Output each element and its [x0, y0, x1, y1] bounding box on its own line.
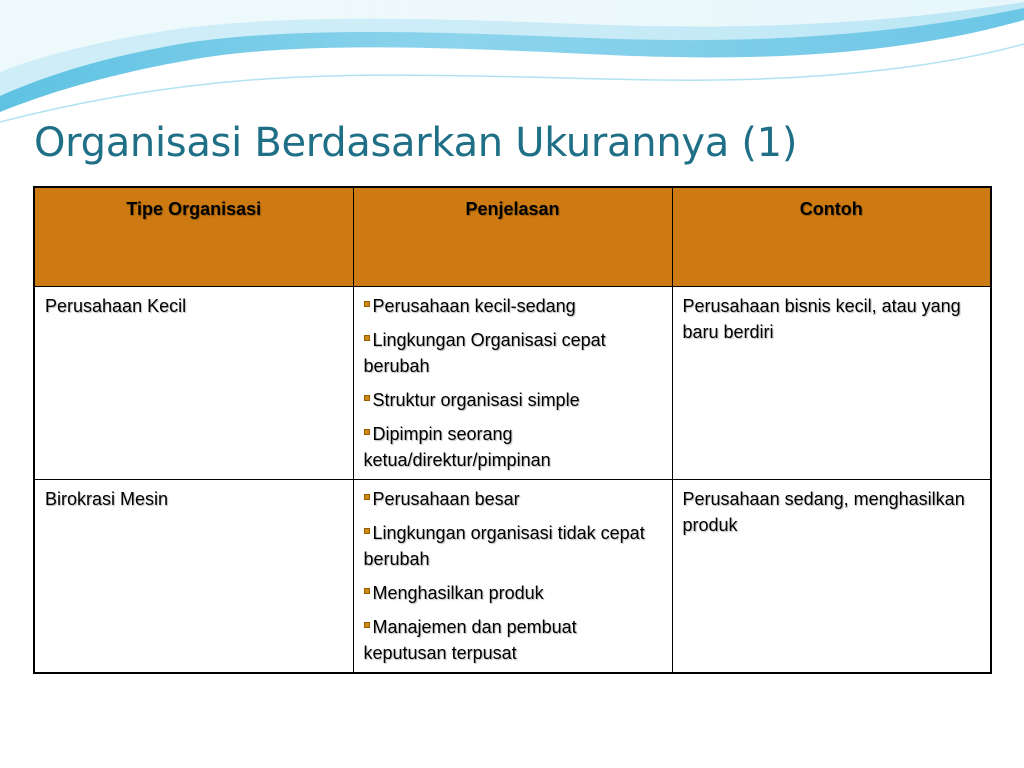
header-contoh: Contoh: [672, 187, 991, 287]
explanation-text: Struktur organisasi simple: [372, 390, 580, 410]
slide-title: Organisasi Berdasarkan Ukurannya (1): [34, 120, 798, 166]
explanation-item: [364, 520, 662, 572]
table-header-row: [34, 187, 991, 287]
explanation-cell: [353, 287, 672, 480]
square-bullet-icon: [364, 588, 370, 594]
explanation-text: Perusahaan kecil-sedang: [372, 296, 576, 316]
square-bullet-icon: [364, 429, 370, 435]
explanation-item: [364, 486, 662, 512]
square-bullet-icon: [364, 335, 370, 341]
explanation-text: Manajemen dan pembuat keputusan terpusat: [363, 617, 577, 663]
square-bullet-icon: [364, 494, 370, 500]
explanation-item: [364, 387, 662, 413]
explanation-list: [364, 486, 662, 666]
organization-size-table: [33, 186, 992, 674]
square-bullet-icon: [364, 395, 370, 401]
explanation-text: Dipimpin seorang ketua/direktur/pimpinan: [363, 424, 551, 470]
wave-decoration: [0, 0, 1024, 125]
explanation-text: Lingkungan Organisasi cepat berubah: [363, 330, 606, 376]
table-row: [34, 480, 991, 674]
explanation-item: [364, 580, 662, 606]
square-bullet-icon: [364, 622, 370, 628]
organization-type-cell: Birokrasi Mesin: [34, 480, 353, 674]
example-cell: Perusahaan sedang, menghasilkan produk: [672, 480, 991, 674]
explanation-text: Perusahaan besar: [372, 489, 520, 509]
explanation-item: [364, 614, 662, 666]
explanation-list: [364, 293, 662, 473]
explanation-item: [364, 293, 662, 319]
example-cell: Perusahaan bisnis kecil, atau yang baru berdiri: [672, 287, 991, 480]
explanation-text: Menghasilkan produk: [372, 583, 544, 603]
explanation-cell: [353, 480, 672, 674]
organization-type-cell: Perusahaan Kecil: [34, 287, 353, 480]
explanation-item: [364, 421, 662, 473]
square-bullet-icon: [364, 301, 370, 307]
explanation-item: [364, 327, 662, 379]
table-row: [34, 287, 991, 480]
header-penjelasan: Penjelasan: [353, 187, 672, 287]
header-tipe-organisasi: Tipe Organisasi: [34, 187, 353, 287]
square-bullet-icon: [364, 528, 370, 534]
explanation-text: Lingkungan organisasi tidak cepat berubah: [363, 523, 645, 569]
